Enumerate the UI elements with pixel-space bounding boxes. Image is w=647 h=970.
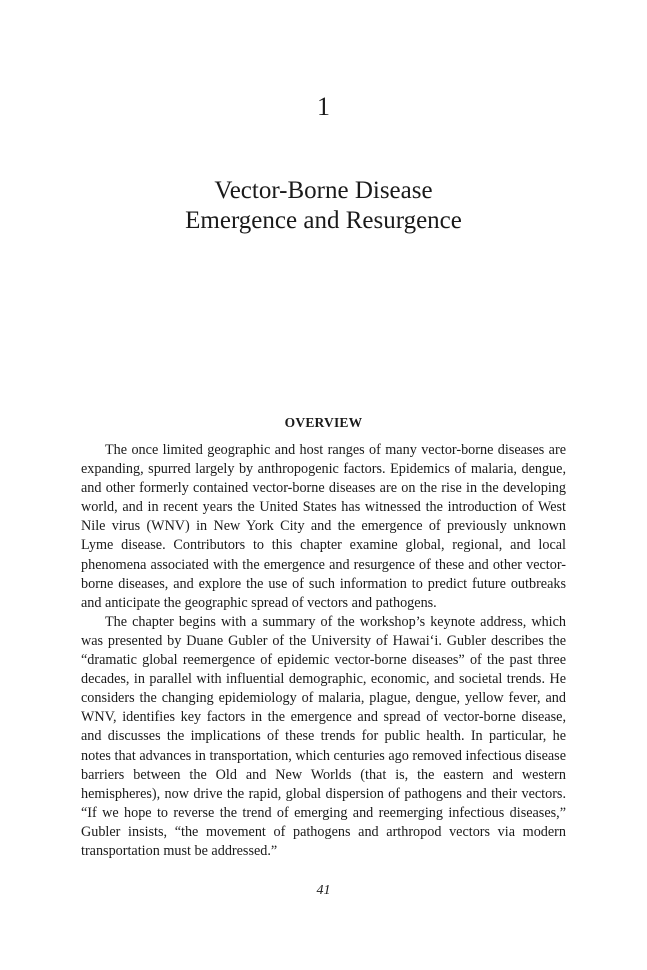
paragraph: The once limited geographic and host ranges of many vector-borne diseases are expanding, spurred largely by anthropogenic factors. Epidemics of malaria, dengue, and other formerly contained vector-borne diseases are on the rise in the developing world, and in recent years the United States has witnessed the introduction of West Nile virus (WNV) in New York City and the emergence of previously unknown Lyme disease. Contributors to this chapter examine global, regional, and local phenomena associated with the emergence and resurgence of these and other vector-borne diseases, and explore the use of such information to predict future outbreaks and anticipate the geographic spread of vectors and pathogens. xyxy=(81,442,566,611)
paragraph: The chapter begins with a summary of the workshop’s keynote address, which was presented by Duane Gubler of the University of Hawai‘i. Gubler describes the “dramatic global reemergence of epidemic vector-borne diseases” of the past three decades, in parallel with influential demographic, economic, and societal trends. He considers the changing epidemiology of malaria, plague, dengue, yellow fever, and WNV, identifies key factors in the emergence and spread of vector-borne disease, and discusses the implications of these trends for public health. In particular, he notes that advances in transportation, which centuries ago removed infectious disease barriers between the Old and New Worlds (that is, the eastern and western hemispheres), now drive the rapid, global dispersion of pathogens and their vectors. “If we hope to reverse the trend of emerging and reemerging infectious diseases,” Gubler insists, “the movement of pathogens and arthropod vectors via modern transportation must be addressed.” xyxy=(81,613,566,859)
section-heading: OVERVIEW xyxy=(284,415,363,430)
chapter-title xyxy=(0,176,647,236)
chapter-number: 1 xyxy=(317,92,330,121)
chapter-title-line-1: Vector-Borne Disease xyxy=(214,177,433,204)
body-text xyxy=(81,441,566,861)
page-number: 41 xyxy=(316,883,331,898)
chapter-title-line-2: Emergence and Resurgence xyxy=(185,207,462,234)
